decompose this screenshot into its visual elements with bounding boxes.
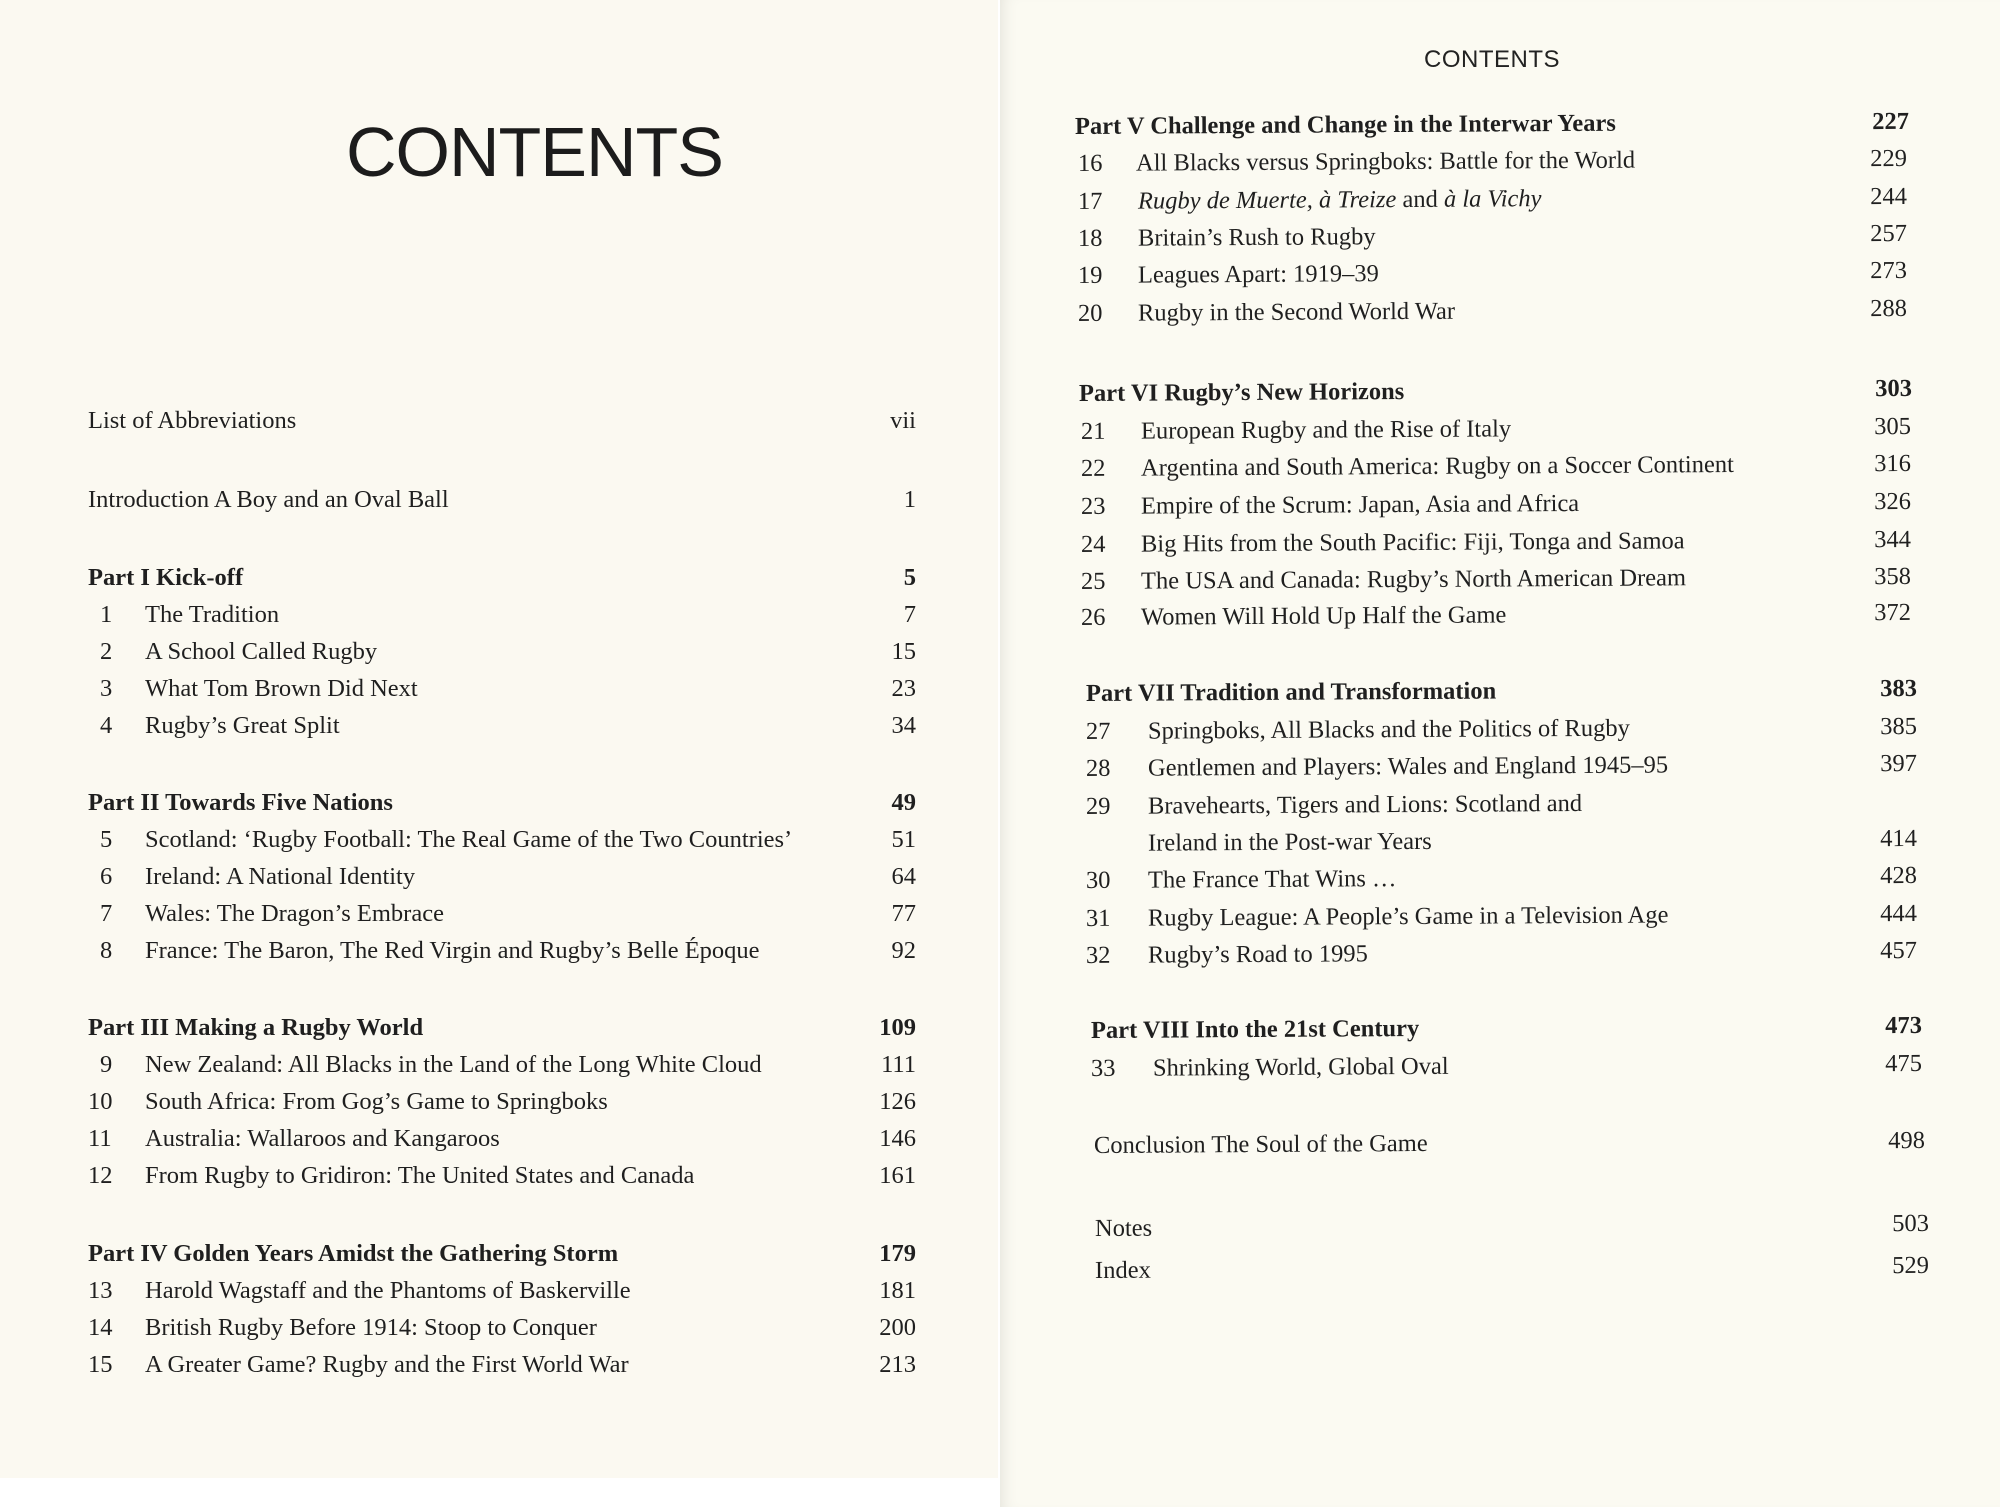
part-title: Part VIII Into the 21st Century bbox=[1090, 1014, 1420, 1044]
chapter-page: 305 bbox=[1874, 412, 1912, 441]
part-page: 383 bbox=[1880, 674, 1918, 703]
chapter-title: Ireland: A National Identity bbox=[145, 863, 416, 890]
toc-chapter bbox=[1081, 410, 1911, 449]
chapter-title: Scotland: ‘Rugby Football: The Real Game of the Two Countries’ bbox=[145, 826, 793, 853]
chapter-title: Rugby in the Second World War bbox=[1137, 297, 1456, 327]
toc-chapter bbox=[88, 1274, 916, 1308]
chapter-number: 13 bbox=[88, 1277, 113, 1304]
chapter-title: Rugby’s Great Split bbox=[145, 712, 340, 739]
part-title: Part II Towards Five Nations bbox=[88, 789, 393, 816]
chapter-page: 23 bbox=[891, 675, 916, 702]
chapter-number: 26 bbox=[1080, 603, 1106, 631]
chapter-title: Harold Wagstaff and the Phantoms of Baskerville bbox=[145, 1277, 631, 1304]
entry-page: vii bbox=[890, 407, 916, 434]
toc-part-heading bbox=[1086, 672, 1917, 711]
chapter-number: 19 bbox=[1077, 261, 1103, 289]
chapter-title: Britain’s Rush to Rugby bbox=[1137, 223, 1376, 252]
chapter-number: 29 bbox=[1085, 792, 1111, 820]
chapter-page: 385 bbox=[1880, 712, 1918, 741]
chapter-number: 22 bbox=[1080, 454, 1106, 482]
entry-title: Conclusion The Soul of the Game bbox=[1093, 1129, 1428, 1159]
toc-part-heading bbox=[1091, 1009, 1922, 1048]
chapter-page: 51 bbox=[891, 826, 916, 853]
chapter-page: 111 bbox=[881, 1051, 916, 1078]
entry-title: List of Abbreviations bbox=[88, 407, 297, 434]
chapter-number: 21 bbox=[1080, 417, 1106, 445]
chapter-page: 316 bbox=[1874, 449, 1912, 478]
page-title: CONTENTS bbox=[346, 113, 723, 191]
chapter-title: European Rugby and the Rise of Italy bbox=[1140, 415, 1512, 445]
toc-chapter bbox=[1086, 710, 1917, 749]
chapter-page: 200 bbox=[879, 1314, 916, 1341]
part-page: 49 bbox=[891, 789, 916, 816]
chapter-page: 457 bbox=[1880, 936, 1918, 965]
chapter-page: 358 bbox=[1874, 562, 1912, 591]
chapter-title: Big Hits from the South Pacific: Fiji, Tonga and Samoa bbox=[1140, 527, 1685, 558]
toc-chapter bbox=[88, 1122, 916, 1156]
chapter-number: 10 bbox=[88, 1088, 113, 1115]
chapter-title: Rugby’s Road to 1995 bbox=[1147, 940, 1368, 969]
toc-chapter bbox=[1086, 747, 1917, 786]
toc-chapter bbox=[1081, 596, 1911, 635]
chapter-title bbox=[1138, 182, 1542, 218]
chapter-title: South Africa: From Gog’s Game to Springboks bbox=[145, 1088, 608, 1115]
toc-entry-conclusion bbox=[1094, 1124, 1925, 1163]
chapter-title: France: The Baron, The Red Virgin and Rugby’s Belle Époque bbox=[145, 937, 760, 964]
toc-chapter bbox=[1081, 560, 1911, 599]
chapter-title: New Zealand: All Blacks in the Land of the Long White Cloud bbox=[145, 1051, 762, 1078]
chapter-number: 31 bbox=[1085, 904, 1111, 932]
part-page: 473 bbox=[1885, 1011, 1923, 1040]
chapter-page: 326 bbox=[1874, 487, 1912, 516]
toc-chapter bbox=[88, 709, 916, 743]
chapter-number: 16 bbox=[1077, 149, 1103, 177]
chapter-page: 414 bbox=[1880, 824, 1918, 853]
chapter-page: 257 bbox=[1870, 219, 1908, 248]
chapter-page: 397 bbox=[1880, 749, 1918, 778]
entry-page: 529 bbox=[1892, 1251, 1930, 1280]
chapter-number: 20 bbox=[1077, 299, 1103, 327]
toc-chapter-continuation bbox=[1086, 822, 1917, 861]
chapter-page: 64 bbox=[891, 863, 916, 890]
part-page: 227 bbox=[1872, 107, 1910, 136]
chapter-page: 126 bbox=[879, 1088, 916, 1115]
entry-title: Notes bbox=[1094, 1214, 1153, 1242]
chapter-number: 30 bbox=[1085, 866, 1111, 894]
chapter-title-italic: Rugby de Muerte, à Treize bbox=[1137, 186, 1397, 215]
chapter-number: 7 bbox=[100, 900, 113, 927]
entry-title: Index bbox=[1094, 1256, 1151, 1284]
toc-entry-introduction bbox=[88, 483, 916, 517]
chapter-title: Shrinking World, Global Oval bbox=[1152, 1052, 1449, 1082]
chapter-title: From Rugby to Gridiron: The United States and Canada bbox=[145, 1162, 695, 1189]
chapter-page: 344 bbox=[1874, 525, 1912, 554]
chapter-number: 2 bbox=[100, 638, 113, 665]
toc-chapter bbox=[88, 1085, 916, 1119]
toc-chapter bbox=[88, 598, 916, 632]
chapter-title: Bravehearts, Tigers and Lions: Scotland and bbox=[1147, 789, 1583, 820]
chapter-number: 14 bbox=[88, 1314, 113, 1341]
chapter-page: 288 bbox=[1870, 294, 1908, 323]
chapter-page: 34 bbox=[891, 712, 916, 739]
part-title: Part VII Tradition and Transformation bbox=[1085, 677, 1497, 707]
toc-part-heading bbox=[88, 1011, 916, 1045]
toc-chapter bbox=[88, 1048, 916, 1082]
chapter-title-line2: Ireland in the Post-war Years bbox=[1147, 827, 1432, 857]
toc-entry-notes bbox=[1095, 1207, 1929, 1246]
chapter-number: 28 bbox=[1085, 754, 1111, 782]
chapter-page: 444 bbox=[1880, 899, 1918, 928]
chapter-title-plain: and bbox=[1396, 185, 1445, 214]
chapter-page: 244 bbox=[1870, 182, 1908, 211]
chapter-title: The USA and Canada: Rugby’s North American Dream bbox=[1140, 564, 1687, 595]
chapter-number: 5 bbox=[100, 826, 113, 853]
chapter-page: 213 bbox=[879, 1351, 916, 1378]
toc-chapter bbox=[1081, 523, 1911, 562]
chapter-number: 3 bbox=[100, 675, 113, 702]
chapter-number: 23 bbox=[1080, 492, 1106, 520]
chapter-title: Argentina and South America: Rugby on a Soccer Continent bbox=[1140, 451, 1734, 482]
toc-chapter bbox=[1078, 142, 1907, 181]
running-head: CONTENTS bbox=[1424, 46, 1560, 73]
chapter-number: 25 bbox=[1080, 567, 1106, 595]
chapter-number: 17 bbox=[1077, 187, 1103, 215]
toc-part-heading bbox=[1075, 105, 1909, 144]
chapter-number: 24 bbox=[1080, 530, 1106, 558]
chapter-number: 32 bbox=[1085, 941, 1111, 969]
toc-chapter bbox=[1081, 447, 1911, 486]
chapter-page: 181 bbox=[879, 1277, 916, 1304]
scan-margin bbox=[0, 1478, 998, 1507]
chapter-title: Empire of the Scrum: Japan, Asia and Africa bbox=[1140, 489, 1580, 520]
chapter-page: 7 bbox=[903, 601, 916, 628]
chapter-title: British Rugby Before 1914: Stoop to Conquer bbox=[145, 1314, 597, 1341]
toc-chapter bbox=[1086, 897, 1917, 936]
chapter-number: 12 bbox=[88, 1162, 113, 1189]
part-page: 179 bbox=[879, 1240, 916, 1267]
chapter-page: 77 bbox=[891, 900, 916, 927]
part-title: Part III Making a Rugby World bbox=[88, 1014, 424, 1041]
chapter-title: Women Will Hold Up Half the Game bbox=[1140, 601, 1507, 631]
entry-title: Introduction A Boy and an Oval Ball bbox=[88, 486, 449, 513]
part-title: Part V Challenge and Change in the Interwar Years bbox=[1074, 109, 1616, 140]
toc-part-heading bbox=[88, 786, 916, 820]
chapter-number: 6 bbox=[100, 863, 113, 890]
toc-entry-abbreviations bbox=[88, 404, 916, 438]
chapter-title: What Tom Brown Did Next bbox=[145, 675, 418, 702]
chapter-number: 9 bbox=[100, 1051, 113, 1078]
toc-chapter bbox=[88, 1348, 916, 1382]
toc-part-heading bbox=[88, 1237, 916, 1271]
chapter-number: 8 bbox=[100, 937, 113, 964]
toc-chapter bbox=[88, 934, 916, 968]
chapter-number: 15 bbox=[88, 1351, 113, 1378]
toc-chapter bbox=[88, 823, 916, 857]
toc-chapter bbox=[88, 897, 916, 931]
chapter-title: Rugby League: A People’s Game in a Television Age bbox=[1147, 901, 1669, 932]
chapter-title: A Greater Game? Rugby and the First World War bbox=[145, 1351, 629, 1378]
chapter-title: Springboks, All Blacks and the Politics of Rugby bbox=[1147, 714, 1630, 745]
entry-page: 503 bbox=[1892, 1209, 1930, 1238]
chapter-title: The France That Wins … bbox=[1147, 865, 1397, 894]
toc-chapter bbox=[1086, 785, 1917, 824]
chapter-number: 4 bbox=[100, 712, 113, 739]
toc-chapter bbox=[1081, 485, 1911, 524]
chapter-page: 15 bbox=[891, 638, 916, 665]
toc-chapter bbox=[88, 635, 916, 669]
part-page: 5 bbox=[903, 564, 916, 591]
entry-page: 498 bbox=[1888, 1126, 1926, 1155]
chapter-title: Wales: The Dragon’s Embrace bbox=[145, 900, 444, 927]
chapter-title: Leagues Apart: 1919–39 bbox=[1137, 260, 1379, 289]
chapter-number: 1 bbox=[100, 601, 113, 628]
toc-part-heading bbox=[1079, 372, 1912, 411]
part-title: Part I Kick-off bbox=[88, 564, 244, 591]
toc-part-heading bbox=[88, 561, 916, 595]
toc-chapter bbox=[88, 1311, 916, 1345]
part-page: 303 bbox=[1875, 374, 1913, 403]
toc-chapter bbox=[1078, 217, 1907, 256]
chapter-page: 372 bbox=[1874, 598, 1912, 627]
left-page bbox=[0, 0, 998, 1478]
chapter-title-italic: à la Vichy bbox=[1443, 185, 1542, 213]
chapter-number: 33 bbox=[1090, 1054, 1116, 1082]
chapter-number: 11 bbox=[88, 1125, 112, 1152]
chapter-title: All Blacks versus Springboks: Battle for the World bbox=[1135, 146, 1636, 177]
toc-chapter bbox=[88, 672, 916, 706]
chapter-page: 229 bbox=[1870, 144, 1908, 173]
part-page: 109 bbox=[879, 1014, 916, 1041]
entry-page: 1 bbox=[903, 486, 916, 513]
chapter-title: A School Called Rugby bbox=[145, 638, 378, 665]
chapter-number: 18 bbox=[1077, 224, 1103, 252]
chapter-page: 475 bbox=[1885, 1049, 1923, 1078]
part-title: Part IV Golden Years Amidst the Gathering Storm bbox=[88, 1240, 619, 1267]
chapter-page: 146 bbox=[879, 1125, 916, 1152]
chapter-number: 27 bbox=[1085, 717, 1111, 745]
toc-chapter bbox=[1086, 859, 1917, 898]
chapter-page: 92 bbox=[891, 937, 916, 964]
toc-chapter bbox=[1091, 1047, 1922, 1086]
toc-chapter bbox=[1078, 292, 1907, 331]
toc-chapter bbox=[1078, 180, 1907, 219]
toc-chapter bbox=[88, 860, 916, 894]
chapter-title: The Tradition bbox=[145, 601, 280, 628]
part-title: Part VI Rugby’s New Horizons bbox=[1078, 378, 1405, 407]
toc-entry-index bbox=[1095, 1249, 1929, 1288]
chapter-page: 161 bbox=[879, 1162, 916, 1189]
chapter-title: Gentlemen and Players: Wales and England 1945–95 bbox=[1147, 751, 1669, 782]
chapter-page: 273 bbox=[1870, 256, 1908, 285]
toc-chapter bbox=[1086, 934, 1917, 973]
right-page bbox=[1000, 0, 2000, 1507]
chapter-title: Australia: Wallaroos and Kangaroos bbox=[145, 1125, 500, 1152]
toc-chapter bbox=[1078, 254, 1907, 293]
toc-chapter bbox=[88, 1159, 916, 1193]
chapter-page: 428 bbox=[1880, 861, 1918, 890]
